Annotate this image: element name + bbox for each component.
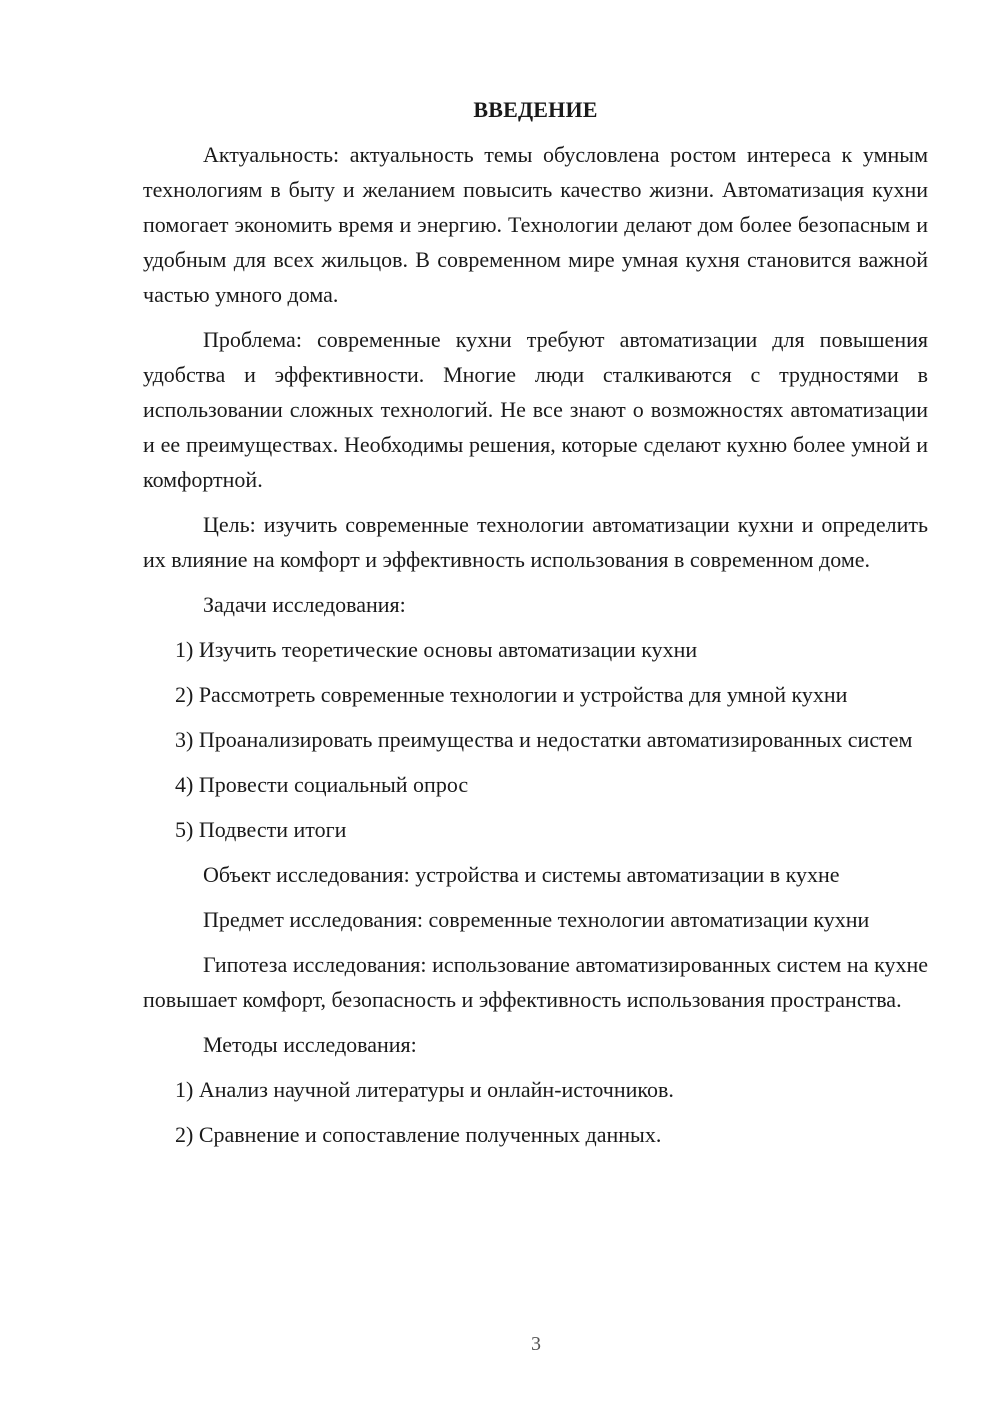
paragraph-goal: Цель: изучить современные технологии автоматизации кухни и определить их влияние на комфорт и эффективность использования в современном доме. [143,512,928,572]
list-item-task-3: 3) Проанализировать преимущества и недостатки автоматизированных систем [175,727,913,752]
list-item-method-1: 1) Анализ научной литературы и онлайн-источников. [175,1077,674,1102]
paragraph-relevance: Актуальность: актуальность темы обусловлена ростом интереса к умным технологиям в быту и желанием повысить качество жизни. Автоматизация кухни помогает экономить время и энергию. Технологии делают дом более безопасным и удобным для всех жильцов. В современном мире умная кухня становится важной частью умного дома. [143,142,928,307]
paragraph-object: Объект исследования: устройства и системы автоматизации в кухне [203,862,840,887]
page-number: 3 [531,1333,541,1355]
list-item-task-4: 4) Провести социальный опрос [175,772,469,797]
page-title: ВВЕДЕНИЕ [473,97,598,122]
paragraph-subject: Предмет исследования: современные технологии автоматизации кухни [203,907,870,932]
paragraph-problem: Проблема: современные кухни требуют автоматизации для повышения удобства и эффективности. Многие люди сталкиваются с трудностями в использовании сложных технологий. Не все знают о возможностях автоматизации и ее преимуществах. Необходимы решения, которые сделают кухню более умной и комфортной. [143,327,928,492]
tasks-heading: Задачи исследования: [203,592,406,617]
list-item-task-5: 5) Подвести итоги [175,817,347,842]
methods-heading: Методы исследования: [203,1032,417,1057]
list-item-task-1: 1) Изучить теоретические основы автоматизации кухни [175,637,698,662]
paragraph-hypothesis: Гипотеза исследования: использование автоматизированных систем на кухне повышает комфорт, безопасность и эффективность использования пространства. [143,952,928,1012]
list-item-task-2: 2) Рассмотреть современные технологии и устройства для умной кухни [175,682,848,707]
list-item-method-2: 2) Сравнение и сопоставление полученных данных. [175,1122,662,1147]
page-content [143,92,928,1152]
